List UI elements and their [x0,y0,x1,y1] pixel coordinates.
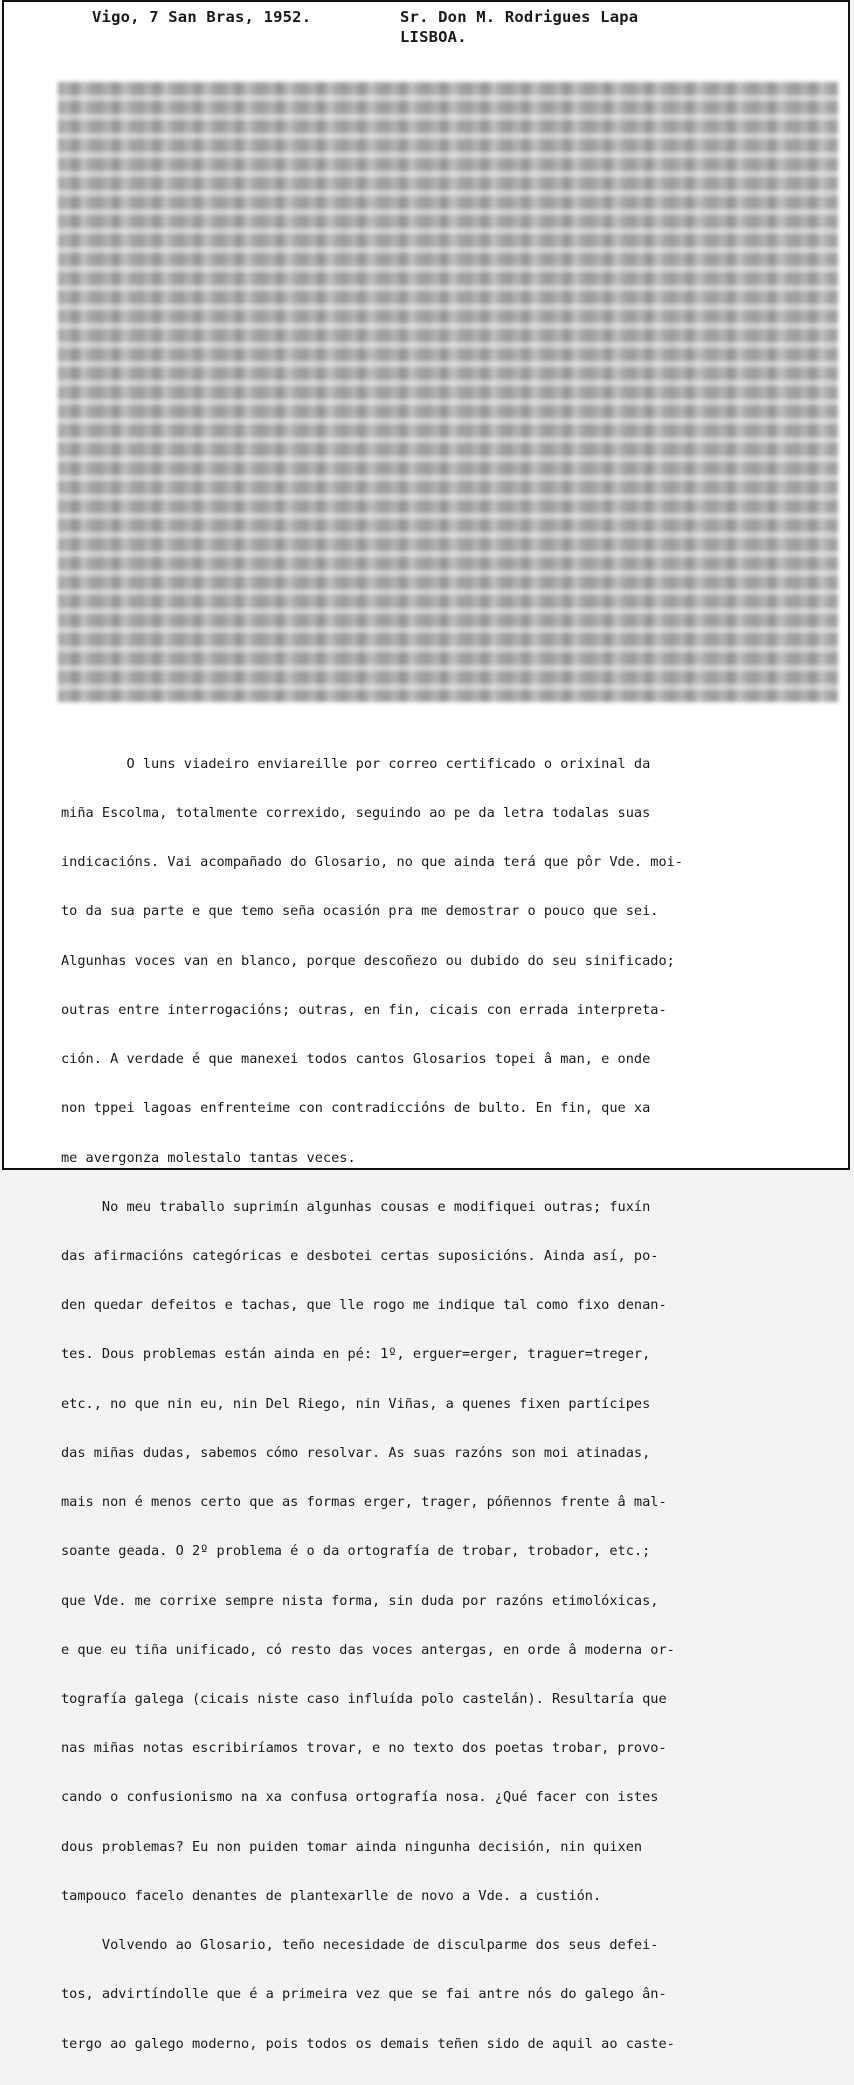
body-line: dous problemas? Eu non puiden tomar ainda ningunha decisión, nin quixen [61,1838,643,1855]
letter-page [2,0,850,2052]
body-line: Volvendo ao Glosario, teño necesidade de disculparme dos seus defei- [61,1937,659,1954]
body-line: outras entre interrogacións; outras, en fin, cicais con errada interpreta- [61,1001,667,1018]
body-line: den quedar defeitos e tachas, que lle rogo me indique tal como fixo denan- [61,1297,667,1314]
recipient-name: Sr. Don M. Rodrigues Lapa [400,8,639,26]
recipient-city: LISBOA. [400,28,467,46]
body-line: e que eu tiña unificado, có resto das voces antergas, en orde â moderna or- [61,1641,675,1658]
body-line: ción. A verdade é que manexei todos cantos Glosarios topei â man, e onde [61,1051,651,1068]
body-line: tografía galega (cicais niste caso influída polo castelán). Resultaría que [61,1690,667,1707]
body-line: das afirmacións categóricas e desbotei certas suposicións. Ainda así, po- [61,1248,659,1264]
body-line: non tppei lagoas enfrenteime con contradiccións de bulto. En fin, que xa [61,1100,651,1117]
body-line: que Vde. me corrixe sempre nista forma, sin duda por razóns etimolóxicas, [61,1592,659,1609]
body-line: miña Escolma, totalmente correxido, seguindo ao pe da letra todalas suas [61,805,651,822]
recipient-block [400,8,638,46]
body-line: me avergonza molestalo tantas veces. [61,1149,356,1166]
body-line: mais non é menos certo que as formas erger, trager, póñennos frente â mal- [61,1494,667,1511]
body-line: etc., no que nin eu, nin Del Riego, nin Viñas, a quenes fixen partícipes [61,1395,651,1412]
body-line: to da sua parte e que temo seña ocasión pra me demostrar o pouco que sei. [61,903,659,920]
body-line: indicacións. Vai acompañado do Glosario, no que ainda terá que pôr Vde. moi- [61,854,683,871]
body-line: Algunhas voces van en blanco, porque descoñezo ou dubido do seu sinificado; [61,952,675,969]
letter-body [61,723,835,2085]
letter-date: Vigo, 7 San Bras, 1952. [92,8,312,26]
body-line: tes. Dous problemas están ainda en pé: 1º, erguer=erger, traguer=treger, [61,1346,651,1363]
body-line: tergo ao galego moderno, pois todos os demais teñen sido de aquil ao caste- [61,2035,675,2052]
body-line: tampouco facelo denantes de plantexarlle de novo a Vde. a custión. [61,1887,602,1904]
body-line: No meu traballo suprimín algunhas cousas e modifiquei outras; fuxín [61,1198,651,1215]
body-line: tos, advirtíndolle que é a primeira vez que se fai antre nós do galego ân- [61,1986,667,2003]
body-line: soante geada. O 2º problema é o da ortografía de trobar, trobador, etc.; [61,1543,651,1560]
body-line: das miñas dudas, sabemos cómo resolvar. As suas razóns son moi atinadas, [61,1444,651,1461]
body-line: O luns viadeiro enviareille por correo certificado o orixinal da [61,755,651,772]
body-line: cando o confusionismo na xa confusa ortografía nosa. ¿Qué facer con istes [61,1789,659,1806]
redacted-paragraph [58,82,838,702]
body-line: nas miñas notas escribiríamos trovar, e no texto dos poetas trobar, provo- [61,1740,667,1757]
